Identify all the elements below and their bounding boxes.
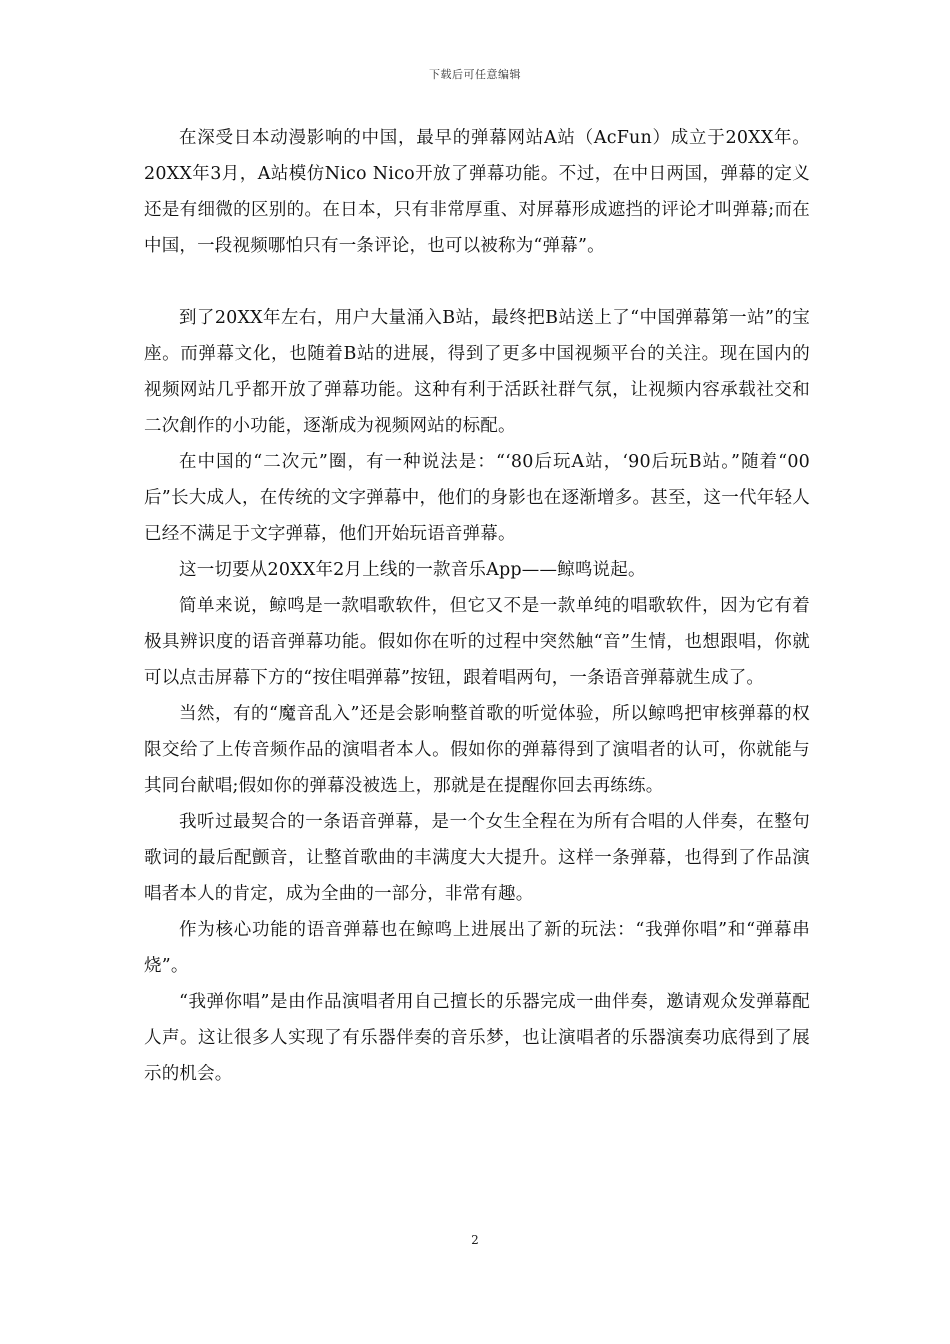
paragraph-2: 到了20XX年左右，用户大量涌入B站，最终把B站送上了“中国弹幕第一站”的宝座。而弹幕文化，也随着B站的进展，得到了更多中国视频平台的关注。现在国内的视频网站几乎都开放了弹幕功能。这种有利于活跃社群气氛，让视频内容承载社交和二次創作的小功能，逐渐成为视频网站的标配。 [144, 308, 810, 436]
paragraph-6: 当然，有的“魔音乱入”还是会影响整首歌的听觉体验，所以鲸鸣把审核弹幕的权限交给了上传音频作品的演唱者本人。假如你的弹幕得到了演唱者的认可，你就能与其同台献唱;假如你的弹幕没被选上，那就是在提醒你回去再练练。 [144, 704, 810, 796]
paragraph-3: 在中国的“二次元”圈，有一种说法是：“‘80后玩A站，‘90后玩B站。”随着“00后”长大成人，在传统的文字弹幕中，他们的身影也在逐渐增多。甚至，这一代年轻人已经不满足于文字弹幕，他们开始玩语音弹幕。 [144, 452, 810, 544]
paragraph-5: 简单来说，鲸鸣是一款唱歌软件，但它又不是一款单纯的唱歌软件，因为它有着极具辨识度的语音弹幕功能。假如你在听的过程中突然触“音”生情，也想跟唱，你就可以点击屏幕下方的“按住唱弹幕”按钮，跟着唱两句，一条语音弹幕就生成了。 [144, 596, 810, 688]
page-number: 2 [471, 1233, 479, 1247]
paragraph-7: 我听过最契合的一条语音弹幕，是一个女生全程在为所有合唱的人伴奏，在整句歌词的最后配颤音，让整首歌曲的丰满度大大提升。这样一条弹幕，也得到了作品演唱者本人的肯定，成为全曲的一部分，非常有趣。 [144, 812, 810, 904]
paragraph-9: “我弹你唱”是由作品演唱者用自己擅长的乐器完成一曲伴奏，邀请观众发弹幕配人声。这让很多人实现了有乐器伴奏的音乐梦，也让演唱者的乐器演奏功底得到了展示的机会。 [144, 992, 810, 1084]
page-header: 下载后可任意编辑 [429, 68, 521, 81]
paragraph-4: 这一切要从20XX年2月上线的一款音乐App——鲸鸣说起。 [179, 560, 646, 580]
paragraph-8: 作为核心功能的语音弹幕也在鲸鸣上进展出了新的玩法：“我弹你唱”和“弹幕串烧”。 [144, 920, 810, 976]
paragraph-1: 在深受日本动漫影响的中国，最早的弹幕网站A站（AcFun）成立于20XX年。20XX年3月，A站模仿Nico Nico开放了弹幕功能。不过，在中日两国，弹幕的定义还是有细微的区别的。在日本，只有非常厚重、对屏幕形成遮挡的评论才叫弹幕;而在中国，一段视频哪怕只有一条评论，也可以被称为“弹幕”。 [144, 128, 810, 256]
document-body [144, 120, 810, 1092]
